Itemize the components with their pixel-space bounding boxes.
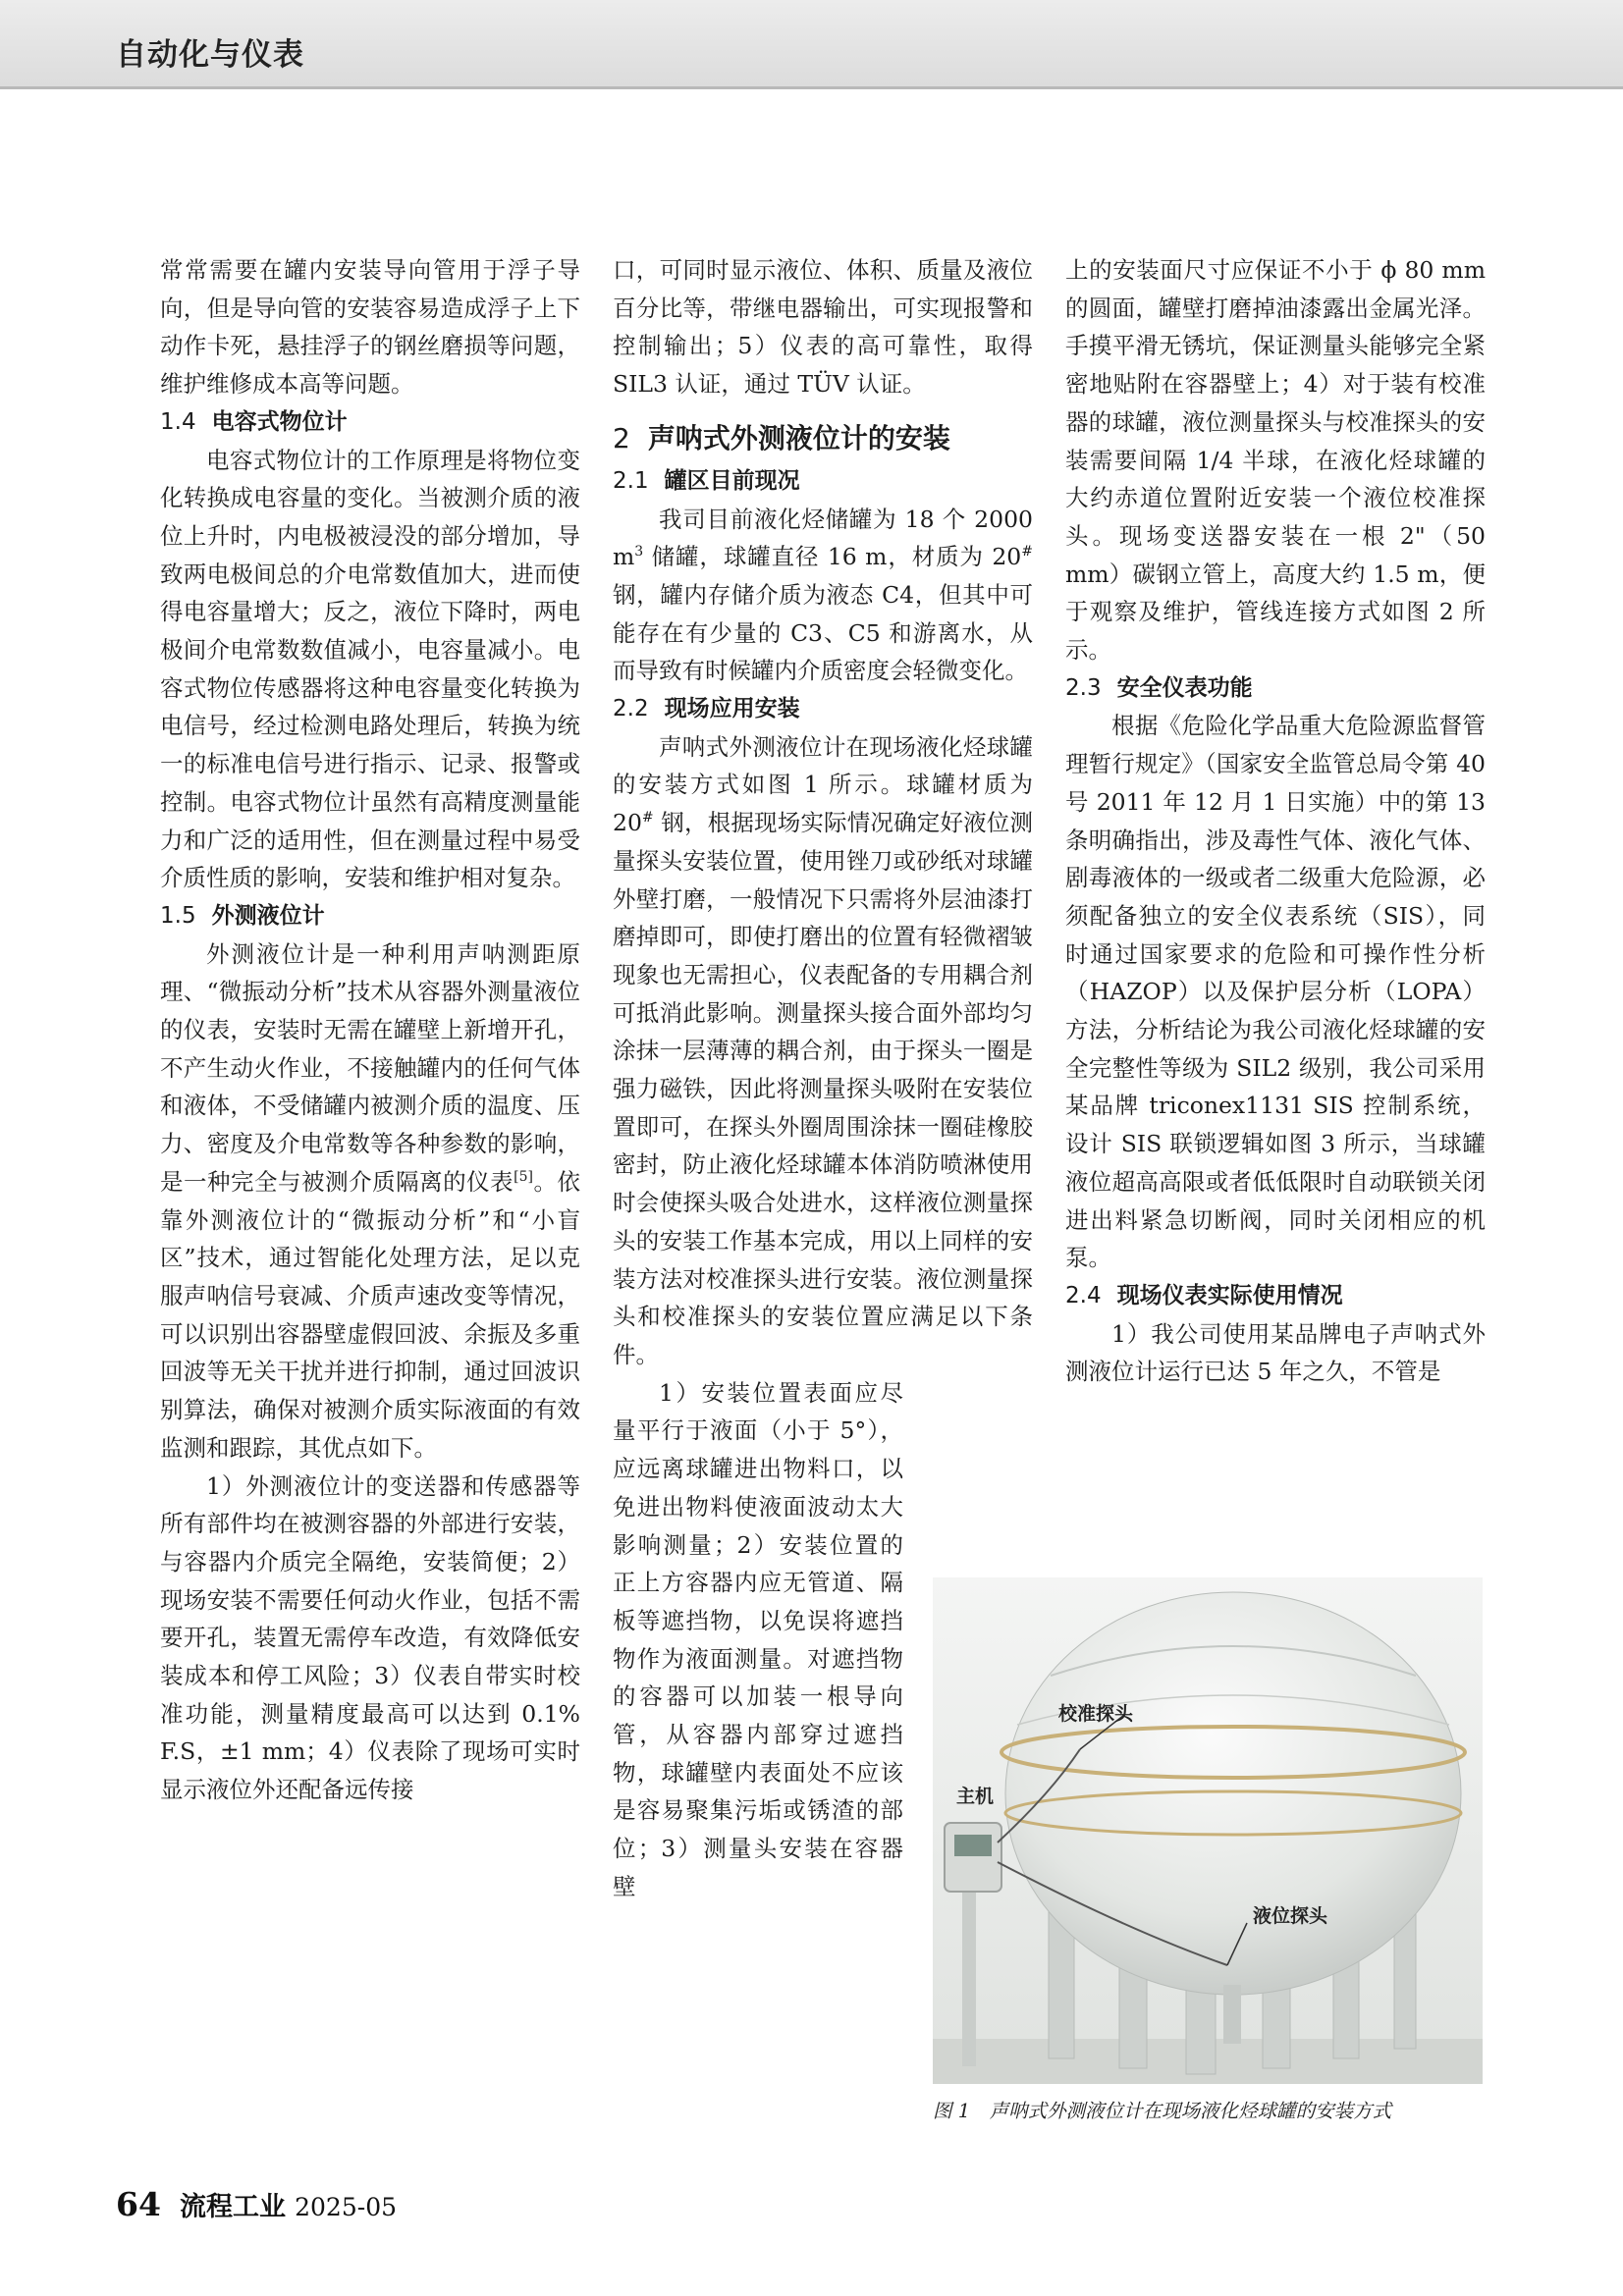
paragraph: 外测液位计是一种利用声呐测距原理、“微振动分析”技术从容器外测量液位的仪表，安装时无需在罐壁上新增开孔，不产生动火作业，不接触罐内的任何气体和液体，不受储罐内被测介质的温度、压力、密度及介电常数等各种参数的影响，是一种完全与被测介质隔离的仪表[5]。依靠外测液位计的“微振动分析”和“小盲区”技术，通过智能化处理方法，足以克服声呐信号衰减、介质声速改变等情况，可以识别出容器壁虚假回波、余振及多重回波等无关干扰并进行抑制，通过回波识别算法，确保对被测介质实际液面的有效监测和跟踪，其优点如下。 <box>160 939 581 1462</box>
figure-1-spherical-tank-photo <box>933 1577 1483 2084</box>
paragraph: 我司目前液化烃储罐为 18 个 2000 $m^3$ 储罐，球罐直径 16 m，材质为 20# 钢，罐内存储介质为液态 C4，但其中可能存在有少量的 C3、C5 和游离水，从而导致有时候罐内介质密度会轻微变化。 <box>613 505 1033 685</box>
page-number: 64 <box>116 2185 161 2223</box>
label-calibration-probe: 校准探头 <box>1058 1703 1134 1725</box>
text-column-1 <box>160 251 580 1809</box>
paragraph: 根据《危险化学品重大危险源监督管理暂行规定》（国家安全监管总局令第 40 号 2011 年 12 月 1 日实施）中的第 13 条明确指出，涉及毒性气体、液化气体、剧毒液体的一级或者二级重大危险源，必须配备独立的安全仪表系统（SIS），同时通过国家要求的危险和可操作性分析（HAZOP）以及保护层分析（LOPA）方法，分析结论为我公司液化烃球罐的安全完整性等级为 SIL2 级别，我公司采用某品牌 triconex1131 SIS 控制系统，设计 SIS 联锁逻辑如图 3 所示，当球罐液位超高高限或者低低限时自动联锁关闭进出料紧急切断阀，同时关闭相应的机泵。 <box>1065 712 1486 1272</box>
section-heading-2-3: 2.3 安全仪表功能 <box>1065 674 1253 701</box>
section-heading-1-4: 1.4 电容式物位计 <box>160 408 348 435</box>
figure-1-caption: 图 1 声呐式外测液位计在现场液化烃球罐的安装方式 <box>933 2100 1392 2122</box>
page-header <box>0 0 1623 89</box>
spherical-tank-illustration <box>933 1577 1483 2084</box>
citation-ref: [5] <box>514 1169 533 1186</box>
paragraph: 1）外测液位计的变送器和传感器等所有部件均在被测容器的外部进行安装，与容器内介质完全隔绝，安装简便；2）现场安装不需要任何动火作业，包括不需要开孔，装置无需停车改造，有效降低安装成本和停工风险；3）仪表自带实时校准功能，测量精度最高可以达到 0.1% F.S，±1 mm；4）仪表除了现场可实时显示液位外还配备远传接 <box>160 1471 580 1804</box>
paragraph: 1）安装位置表面应尽量平行于液面（小于 5°），应远离球罐进出物料口，以免进出物料使液面波动太大影响测量；2）安装位置的正上方容器内应无管道、隔板等遮挡物，以免误将遮挡物作为液面测量。对遮挡物的容器可以加装一根导向管，从容器内部穿过遮挡物，球罐壁内表面处不应该是容易聚集污垢或锈渣的部位；3）测量头安装在容器壁 <box>613 1378 903 1900</box>
paragraph: 常常需要在罐内安装导向管用于浮子导向，但是导向管的安装容易造成浮子上下动作卡死，悬挂浮子的钢丝磨损等问题，维护维修成本高等问题。 <box>160 256 580 399</box>
paragraph: 上的安装面尺寸应保证不小于 ϕ 80 mm 的圆面，罐壁打磨掉油漆露出金属光泽。手摸平滑无锈坑，保证测量头能够完全紧密地贴附在容器壁上；4）对于装有校准器的球罐，液位测量探头与校准探头的安装需要间隔 1/4 半球，在液化烃球罐的大约赤道位置附近安装一个液位校准探头。现场变送器安装在一根 2"（50 mm）碳钢立管上，高度大约 1.5 m，便于观察及维护，管线连接方式如图 2 所示。 <box>1065 256 1486 665</box>
section-heading-1-5: 1.5 外测液位计 <box>160 902 325 929</box>
paragraph: 口，可同时显示液位、体积、质量及液位百分比等，带继电器输出，可实现报警和控制输出；5）仪表的高可靠性，取得 SIL3 认证，通过 TÜV 认证。 <box>613 256 1033 399</box>
label-level-probe: 液位探头 <box>1253 1905 1328 1927</box>
section-heading-2-1: 2.1 罐区目前现况 <box>613 467 800 494</box>
journal-name: 流程工业 <box>180 2192 287 2222</box>
section-heading-2: 2 声呐式外测液位计的安装 <box>613 421 950 454</box>
section-heading-2-4: 2.4 现场仪表实际使用情况 <box>1065 1282 1343 1308</box>
paragraph: 电容式物位计的工作原理是将物位变化转换成电容量的变化。当被测介质的液位上升时，内电极被浸没的部分增加，导致两电极间总的介电常数值加大，进而使得电容量增大；反之，液位下降时，两电极间介电常数数值减小，电容量减小。电容式物位传感器将这种电容量变化转换为电信号，经过检测电路处理后，转换为统一的标准电信号进行指示、记录、报警或控制。电容式物位计虽然有高精度测量能力和广泛的适用性，但在测量过程中易受介质性质的影响，安装和维护相对复杂。 <box>160 446 580 892</box>
paragraph: 1）我公司使用某品牌电子声呐式外测液位计运行已达 5 年之久，不管是 <box>1065 1319 1486 1386</box>
label-host: 主机 <box>956 1786 995 1807</box>
text-column-3 <box>1065 251 1486 1391</box>
section-heading-2-2: 2.2 现场应用安装 <box>613 696 800 722</box>
page-footer <box>116 2185 397 2223</box>
issue-date: 2025-05 <box>295 2193 398 2221</box>
journal-section-title: 自动化与仪表 <box>116 37 304 73</box>
paragraph: 声呐式外测液位计在现场液化烃球罐的安装方式如图 1 所示。球罐材质为 20# 钢，根据现场实际情况确定好液位测量探头安装位置，使用锉刀或砂纸对球罐外壁打磨，一般情况下只需将外层油漆打磨掉即可，即使打磨出的位置有轻微褶皱现象也无需担心，仪表配备的专用耦合剂可抵消此影响。测量探头接合面外部均匀涂抹一层薄薄的耦合剂，由于探头一圈是强力磁铁，因此将测量探头吸附在安装位置即可，在探头外圈周围涂抹一圈硅橡胶密封，防止液化烃球罐本体消防喷淋使用时会使探头吸合处进水，这样液位测量探头的安装工作基本完成，用以上同样的安装方法对校准探头进行安装。液位测量探头和校准探头的安装位置应满足以下条件。 <box>613 732 1033 1368</box>
